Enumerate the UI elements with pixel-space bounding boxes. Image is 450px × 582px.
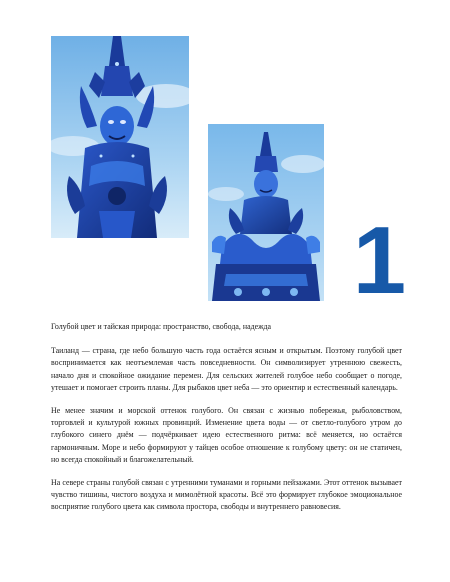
statue-image-2 xyxy=(208,124,324,301)
paragraph-2: Не менее значим и морской оттенок голубого. Он связан с жизнью побережья, рыболовством, торговлей и культурой южных провинций. Изменение цвета воды — от светло-голубого утром до глубокого синего днём — подчёркивает идею естественного ритма: всё меняется, но остаётся гармоничным. Море и небо формируют у тайцев особое отношение к голубому цвету: он не статичен, но всегда спокойный и благожелательный. xyxy=(51,406,402,464)
statue-photo-1 xyxy=(51,36,189,238)
paragraph-1: Таиланд — страна, где небо большую часть года остаётся ясным и открытым. Поэтому голубой цвет воспринимается как неотъемлемая часть повседневности. Он символизирует утреннюю свежесть, начало дня и спокойное ожидание перемен. Для сельских жителей голубое небо сообщает о погоде, утешает и помогает строить планы. Для рыбаков цвет неба — это ориентир и естественный календарь. xyxy=(51,346,402,392)
statue-photo-2 xyxy=(208,124,324,301)
section-heading: Голубой цвет и тайская природа: пространство, свобода, надежда xyxy=(51,322,272,331)
article-text xyxy=(51,321,402,525)
statue-image-1 xyxy=(51,36,189,238)
page-number: 1 xyxy=(352,207,407,314)
paragraph-3: На севере страны голубой связан с утренними туманами и горными пейзажами. Этот оттенок вызывает чувство тишины, чистого воздуха и мимолётной красоты. Всё это формирует глубокое эмоциональное восприятие голубого цвета как символа простора, свободы и внутреннего равновесия. xyxy=(51,478,402,512)
